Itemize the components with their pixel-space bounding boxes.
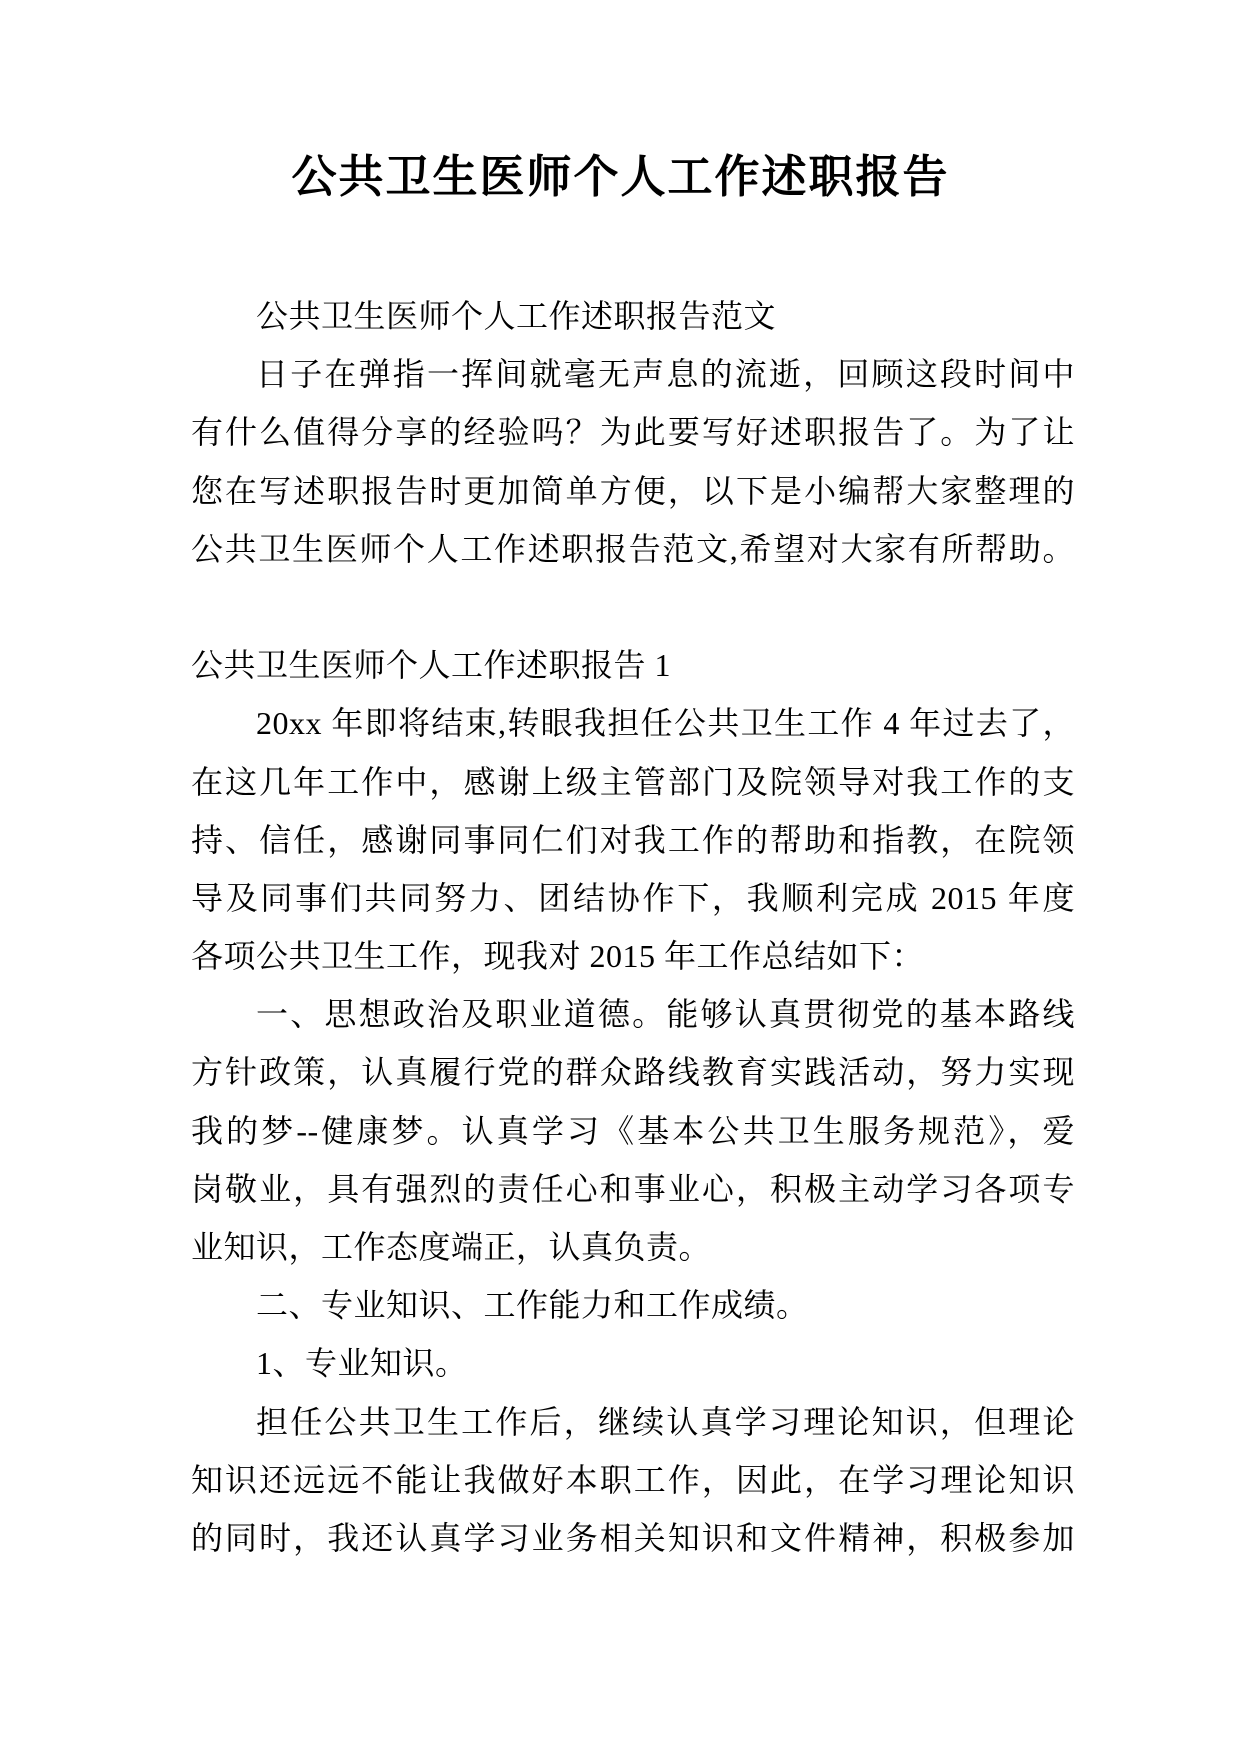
text-line: 的同时，我还认真学习业务相关知识和文件精神，积极参加 (191, 1519, 1075, 1556)
text-line: 一、思想政治及职业道德。能够认真贯彻党的基本路线 (256, 996, 1075, 1033)
text-line: 各项公共卫生工作，现我对 2015 年工作总结如下： (191, 938, 925, 975)
text-line: 1、专业知识。 (256, 1345, 468, 1382)
text-line: 日子在弹指一挥间就毫无声息的流逝，回顾这段时间中 (256, 356, 1075, 393)
blank-line (191, 578, 1075, 636)
text-line: 二、专业知识、工作能力和工作成绩。 (256, 1287, 809, 1324)
text-line: 担任公共卫生工作后，继续认真学习理论知识，但理论 (256, 1403, 1075, 1440)
text-line: 在这几年工作中，感谢上级主管部门及院领导对我工作的支 (191, 763, 1075, 800)
text-line: 业知识，工作态度端正，认真负责。 (191, 1229, 712, 1265)
text-line: 公共卫生医师个人工作述职报告范文 (256, 298, 777, 334)
text-line: 导及同事们共同努力、团结协作下，我顺利完成 2015 年度 (191, 879, 1075, 916)
text-line: 有什么值得分享的经验吗？为此要写好述职报告了。为了让 (191, 414, 1075, 451)
text-line: 持、信任，感谢同事同仁们对我工作的帮助和指教，在院领 (191, 821, 1075, 858)
text-line: 20xx 年即将结束,转眼我担任公共卫生工作 4 年过去了， (256, 705, 1075, 742)
text-line: 岗敬业，具有强烈的责任心和事业心，积极主动学习各项专 (191, 1170, 1075, 1207)
document-title: 公共卫生医师个人工作述职报告 (291, 152, 950, 202)
section-heading: 公共卫生医师个人工作述职报告 1 (191, 647, 672, 684)
text-line: 方针政策，认真履行党的群众路线教育实践活动，努力实现 (191, 1054, 1075, 1091)
document-body (191, 287, 1075, 1567)
text-line: 您在写述职报告时更加简单方便，以下是小编帮大家整理的 (191, 472, 1075, 509)
text-line: 我的梦--健康梦。认真学习《基本公共卫生服务规范》，爱 (191, 1112, 1075, 1149)
text-line: 公共卫生医师个人工作述职报告范文,希望对大家有所帮助。 (191, 530, 1075, 567)
text-line: 知识还远远不能让我做好本职工作，因此，在学习理论知识 (191, 1461, 1075, 1498)
